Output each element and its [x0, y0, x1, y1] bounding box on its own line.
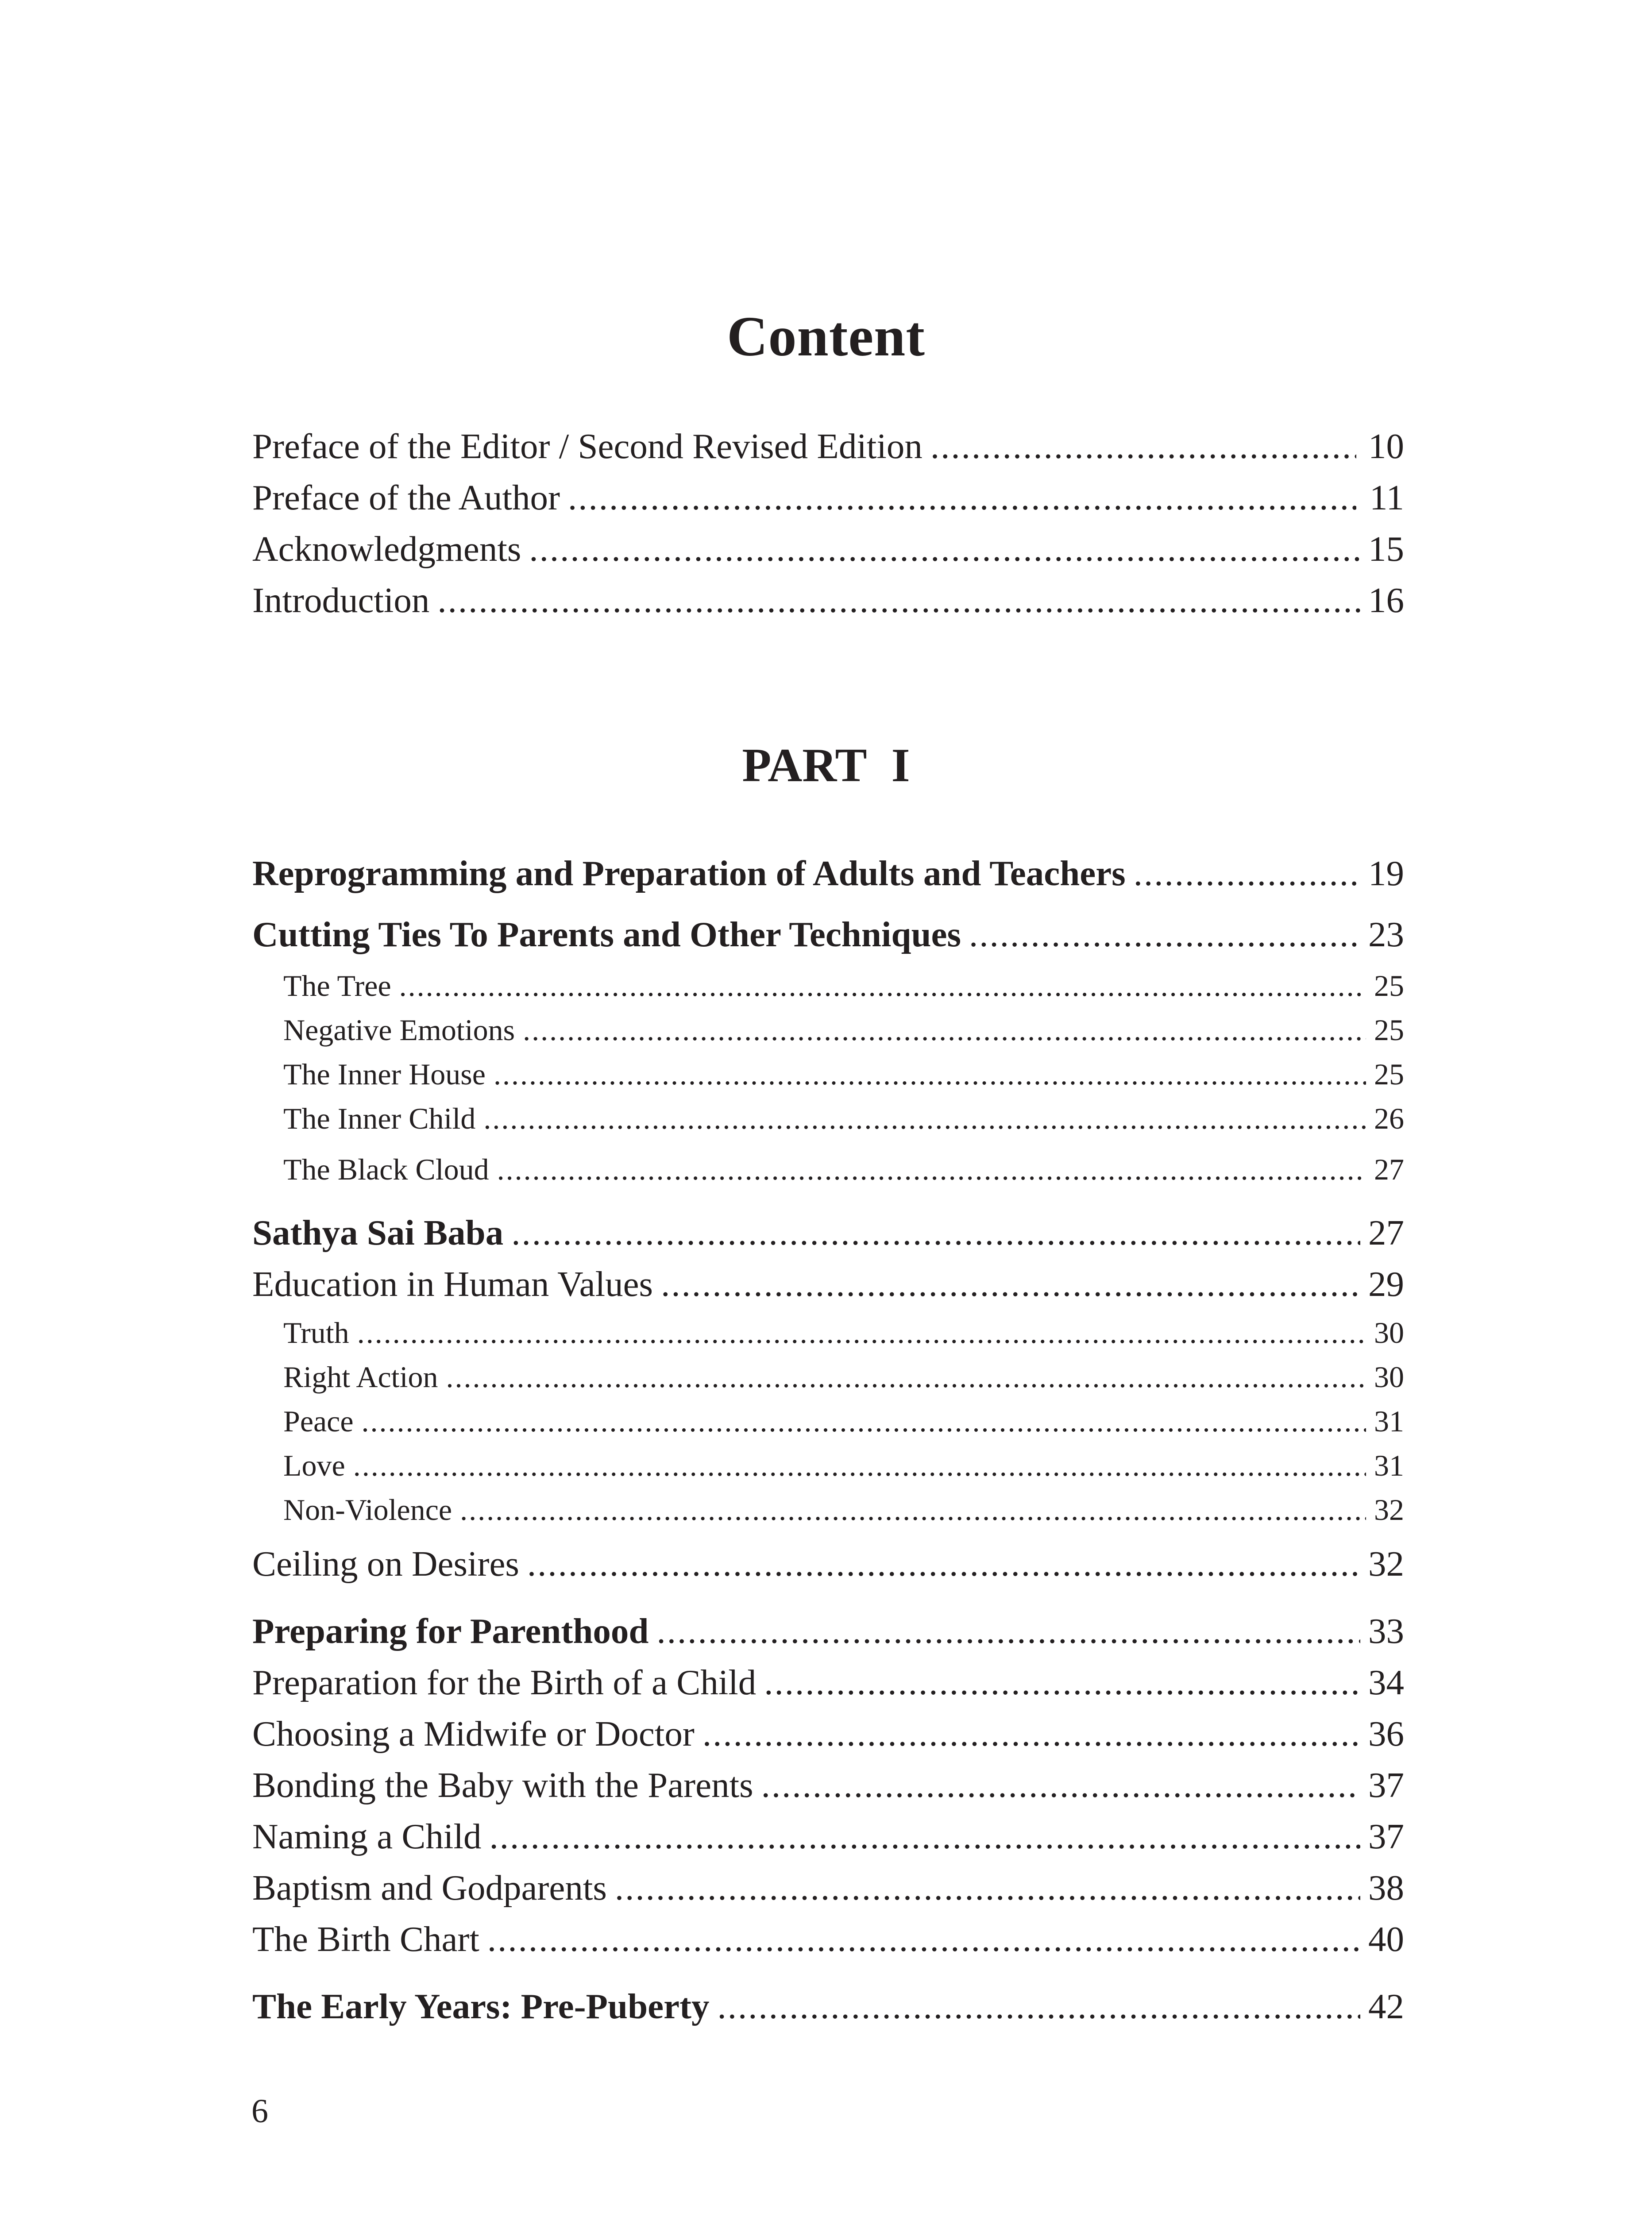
toc-entry [252, 1708, 1404, 1759]
toc-entry-label: Preface of the Editor / Second Revised Edition [252, 426, 922, 466]
dot-leader [761, 1759, 1360, 1811]
toc-entry [252, 574, 1404, 626]
toc-entry-label: Choosing a Midwife or Doctor [252, 1714, 695, 1754]
toc-entry-label: The Birth Chart [252, 1919, 479, 1959]
toc-entry-label: Reprogramming and Preparation of Adults and Teachers [252, 853, 1126, 893]
toc-entry-label: Peace [283, 1404, 354, 1438]
dot-leader [494, 1052, 1366, 1096]
dot-leader [487, 1913, 1360, 1965]
toc-entry-page: 37 [1368, 1816, 1404, 1856]
dot-leader [437, 574, 1360, 626]
dot-leader [511, 1207, 1360, 1258]
toc-entry [252, 1147, 1404, 1191]
dot-leader [718, 1981, 1360, 2032]
dot-leader [661, 1258, 1360, 1310]
toc-entry [252, 1096, 1404, 1141]
toc-entry [252, 472, 1404, 523]
toc-entry-label: Love [283, 1449, 345, 1482]
toc-entry [252, 1657, 1404, 1708]
toc-entry [252, 1443, 1404, 1488]
toc-entry-page: 15 [1368, 529, 1404, 569]
toc-entry [252, 1207, 1404, 1258]
toc-entry-label: Cutting Ties To Parents and Other Techniques [252, 914, 961, 954]
toc-entry-page: 26 [1374, 1102, 1404, 1135]
toc-entry-label: The Inner House [283, 1057, 486, 1091]
toc-entry-label: Acknowledgments [252, 529, 521, 569]
dot-leader [353, 1443, 1366, 1488]
toc-entry-page: 29 [1368, 1264, 1404, 1304]
dot-leader [523, 1008, 1366, 1052]
toc-entry [252, 1811, 1404, 1862]
toc-entry-page: 40 [1368, 1919, 1404, 1959]
toc-entry-label: Sathya Sai Baba [252, 1213, 504, 1253]
toc-entry-label: Right Action [283, 1360, 438, 1394]
toc-entry-label: The Early Years: Pre-Puberty [252, 1986, 710, 2026]
toc-entry [252, 848, 1404, 899]
toc-entry-page: 25 [1374, 1057, 1404, 1091]
toc-entry-page: 42 [1368, 1986, 1404, 2026]
toc-entry-label: The Inner Child [283, 1102, 476, 1135]
toc-entry [252, 1008, 1404, 1052]
toc-entry-page: 23 [1368, 914, 1404, 954]
toc-entry-page: 33 [1368, 1611, 1404, 1651]
toc-entry-label: Preparation for the Birth of a Child [252, 1662, 757, 1702]
toc-entry-label: Bonding the Baby with the Parents [252, 1765, 753, 1805]
toc-entry [252, 1862, 1404, 1913]
toc-entry-page: 16 [1368, 580, 1404, 620]
toc-entry [252, 1355, 1404, 1399]
toc-entry [252, 523, 1404, 574]
toc-entry-page: 32 [1368, 1544, 1404, 1584]
toc-entry-page: 27 [1368, 1213, 1404, 1253]
dot-leader [362, 1399, 1366, 1443]
dot-leader [1134, 848, 1360, 899]
toc-entry [252, 1605, 1404, 1657]
dot-leader [615, 1862, 1360, 1913]
toc-entry-page: 31 [1374, 1449, 1404, 1482]
page-number: 6 [251, 2093, 268, 2130]
dot-leader [460, 1488, 1366, 1532]
toc-entry-label: Introduction [252, 580, 430, 620]
toc-entry-page: 38 [1368, 1868, 1404, 1908]
toc-entry-page: 25 [1374, 969, 1404, 1002]
dot-leader [497, 1147, 1366, 1191]
toc-entry-label: Ceiling on Desires [252, 1544, 519, 1584]
toc-entry-label: Non-Violence [283, 1493, 452, 1527]
toc-entry-page: 36 [1368, 1714, 1404, 1754]
toc-entry [252, 909, 1404, 960]
toc-entry-label: The Black Cloud [283, 1153, 489, 1186]
toc-entry-page: 10 [1368, 426, 1404, 466]
dot-leader [969, 909, 1360, 960]
toc-entry-page: 19 [1368, 853, 1404, 893]
dot-leader [568, 472, 1356, 523]
toc-entry-label: The Tree [283, 969, 391, 1002]
dot-leader [930, 420, 1356, 472]
toc-entry [252, 1399, 1404, 1443]
toc-entry [252, 964, 1404, 1008]
toc-entry-page: 37 [1368, 1765, 1404, 1805]
dot-leader [764, 1657, 1360, 1708]
toc-entry-page: 32 [1374, 1493, 1404, 1527]
toc-entry-page: 31 [1374, 1404, 1404, 1438]
toc-entry [252, 1052, 1404, 1096]
dot-leader [656, 1605, 1360, 1657]
dot-leader [399, 964, 1366, 1008]
toc-entry-page: 34 [1368, 1662, 1404, 1702]
toc-entry-label: Preface of the Author [252, 478, 560, 517]
dot-leader [527, 1538, 1360, 1589]
page-title: Content [727, 305, 925, 368]
toc-entry-label: Preparing for Parenthood [252, 1611, 649, 1651]
dot-leader [489, 1811, 1360, 1862]
toc-entry-label: Naming a Child [252, 1816, 482, 1856]
toc-entry [252, 1981, 1404, 2032]
toc-entry [252, 420, 1404, 472]
toc-entry-page: 30 [1374, 1360, 1404, 1394]
toc-entry-label: Education in Human Values [252, 1264, 653, 1304]
part-heading: PART I [742, 739, 910, 792]
toc-entry [252, 1538, 1404, 1589]
toc-entry-page: 30 [1374, 1316, 1404, 1349]
toc-entry-label: Truth [283, 1316, 349, 1349]
toc-entry-page: 27 [1374, 1153, 1404, 1186]
toc-entry-label: Baptism and Godparents [252, 1868, 607, 1908]
toc-entry [252, 1258, 1404, 1310]
toc-entry-page: 25 [1374, 1013, 1404, 1047]
dot-leader [483, 1096, 1366, 1141]
toc-entry [252, 1913, 1404, 1965]
toc-entry [252, 1759, 1404, 1811]
toc-entry-page: 11 [1370, 478, 1404, 517]
toc-entry [252, 1488, 1404, 1532]
dot-leader [446, 1355, 1366, 1399]
dot-leader [529, 523, 1360, 574]
toc-entry [252, 1311, 1404, 1355]
toc-entry-label: Negative Emotions [283, 1013, 515, 1047]
dot-leader [357, 1311, 1366, 1355]
dot-leader [702, 1708, 1360, 1759]
